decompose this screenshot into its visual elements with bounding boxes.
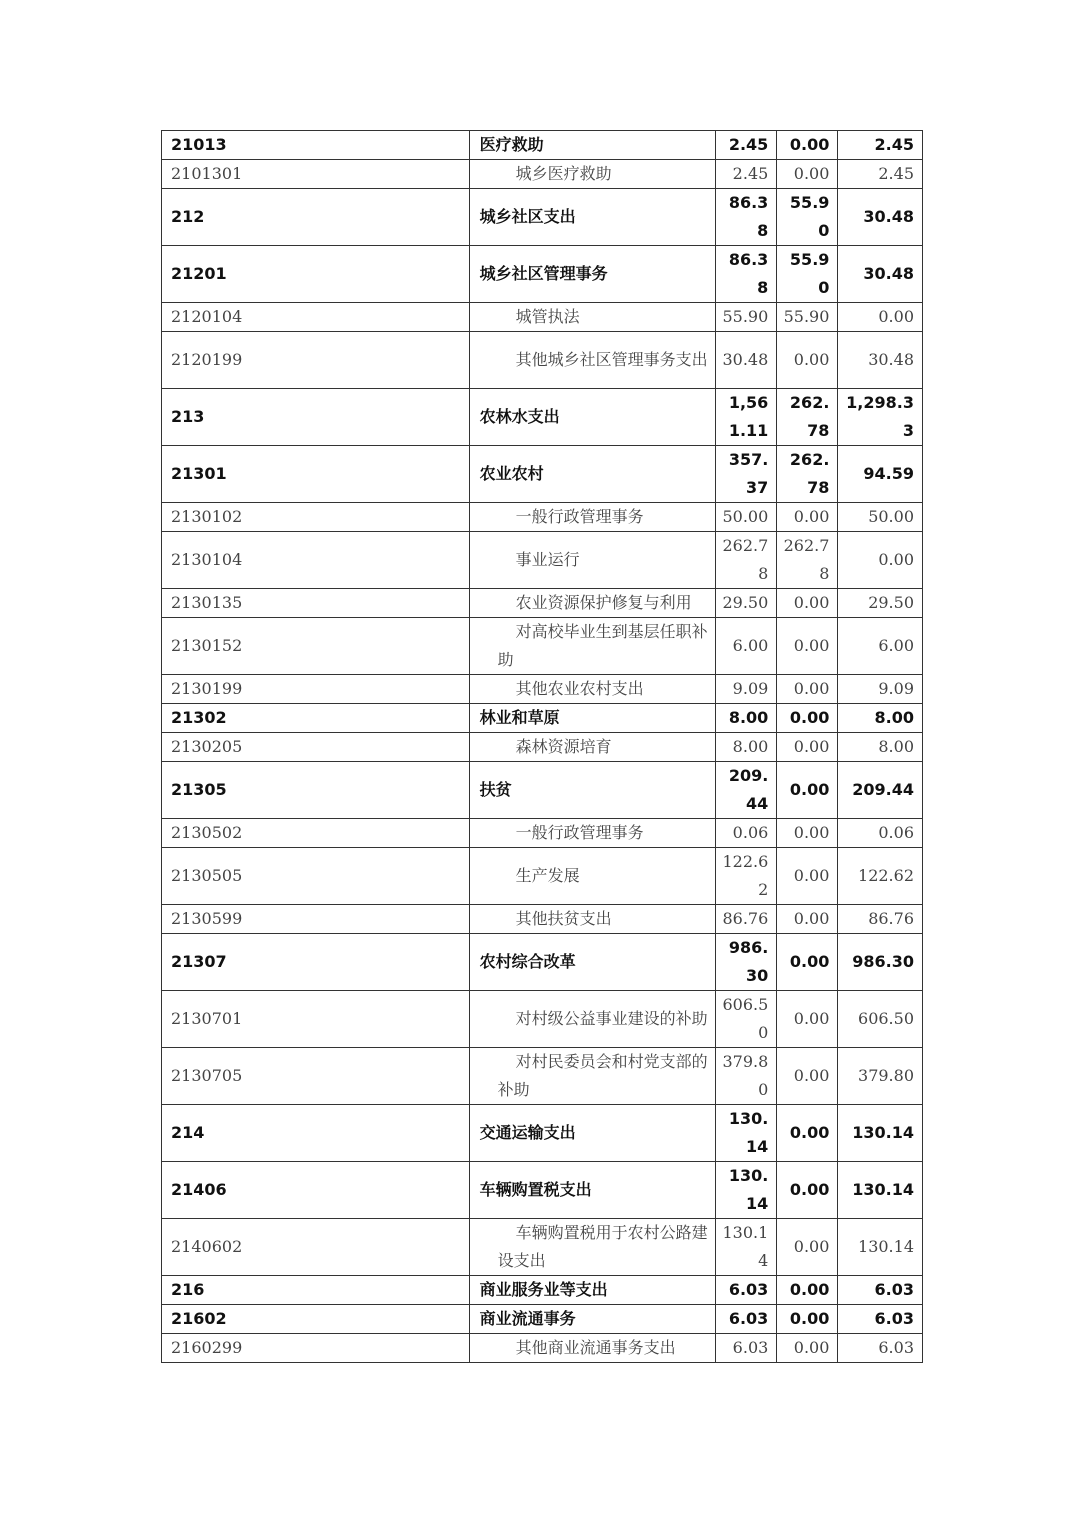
project-expenditure-cell: 130.14 <box>838 1219 923 1276</box>
account-code-cell: 21013 <box>162 131 470 160</box>
project-expenditure-cell: 94.59 <box>838 446 923 503</box>
total-amount-cell: 379.80 <box>716 1048 777 1105</box>
total-amount-cell: 55.90 <box>716 303 777 332</box>
account-name-cell <box>469 762 716 819</box>
basic-expenditure-cell: 262.78 <box>777 446 838 503</box>
account-code-cell: 214 <box>162 1105 470 1162</box>
account-name-cell <box>469 819 716 848</box>
table-row <box>162 704 923 733</box>
account-name-label: 农业农村 <box>479 464 544 483</box>
basic-expenditure-cell: 0.00 <box>777 1105 838 1162</box>
table-row <box>162 1105 923 1162</box>
account-name-cell <box>469 589 716 618</box>
total-amount-cell: 6.03 <box>716 1305 777 1334</box>
total-amount-cell: 6.03 <box>716 1334 777 1363</box>
account-name-cell <box>469 1276 716 1305</box>
basic-expenditure-cell: 55.90 <box>777 303 838 332</box>
table-row <box>162 131 923 160</box>
basic-expenditure-cell: 0.00 <box>777 848 838 905</box>
table-row <box>162 905 923 934</box>
table-row <box>162 991 923 1048</box>
total-amount-cell: 29.50 <box>716 589 777 618</box>
account-name-label: 商业服务业等支出 <box>479 1280 608 1299</box>
account-name-label: 其他农业农村支出 <box>515 679 644 698</box>
account-name-cell <box>469 1162 716 1219</box>
total-amount-cell: 8.00 <box>716 704 777 733</box>
project-expenditure-cell: 130.14 <box>838 1162 923 1219</box>
account-name-cell <box>469 1048 716 1105</box>
account-name-cell <box>469 704 716 733</box>
basic-expenditure-cell: 0.00 <box>777 1334 838 1363</box>
account-code-cell: 216 <box>162 1276 470 1305</box>
account-name-cell <box>469 303 716 332</box>
table-row <box>162 446 923 503</box>
account-name-cell <box>469 905 716 934</box>
total-amount-cell: 2.45 <box>716 160 777 189</box>
total-amount-cell: 6.03 <box>716 1276 777 1305</box>
total-amount-cell: 1,561.11 <box>716 389 777 446</box>
basic-expenditure-cell: 0.00 <box>777 934 838 991</box>
total-amount-cell: 6.00 <box>716 618 777 675</box>
account-code-cell: 213 <box>162 389 470 446</box>
project-expenditure-cell: 6.03 <box>838 1276 923 1305</box>
account-code-cell: 2120104 <box>162 303 470 332</box>
account-code-cell: 2120199 <box>162 332 470 389</box>
account-code-cell: 21406 <box>162 1162 470 1219</box>
account-name-cell <box>469 1219 716 1276</box>
basic-expenditure-cell: 0.00 <box>777 131 838 160</box>
project-expenditure-cell: 122.62 <box>838 848 923 905</box>
project-expenditure-cell: 6.03 <box>838 1334 923 1363</box>
project-expenditure-cell: 50.00 <box>838 503 923 532</box>
total-amount-cell: 30.48 <box>716 332 777 389</box>
account-name-label: 商业流通事务 <box>479 1309 576 1328</box>
account-name-cell <box>469 532 716 589</box>
account-name-label: 车辆购置税用于农村公路建设支出 <box>497 1223 708 1270</box>
table-row <box>162 819 923 848</box>
project-expenditure-cell: 2.45 <box>838 160 923 189</box>
basic-expenditure-cell: 0.00 <box>777 503 838 532</box>
basic-expenditure-cell: 262.78 <box>777 532 838 589</box>
table-row <box>162 733 923 762</box>
account-code-cell: 2160299 <box>162 1334 470 1363</box>
project-expenditure-cell: 606.50 <box>838 991 923 1048</box>
project-expenditure-cell: 29.50 <box>838 589 923 618</box>
account-name-label: 森林资源培育 <box>515 737 612 756</box>
project-expenditure-cell: 8.00 <box>838 704 923 733</box>
account-name-cell <box>469 1105 716 1162</box>
total-amount-cell: 86.38 <box>716 189 777 246</box>
account-code-cell: 2130102 <box>162 503 470 532</box>
table-row <box>162 589 923 618</box>
account-code-cell: 21602 <box>162 1305 470 1334</box>
total-amount-cell: 50.00 <box>716 503 777 532</box>
account-name-cell <box>469 934 716 991</box>
account-name-label: 一般行政管理事务 <box>515 823 644 842</box>
table-row <box>162 160 923 189</box>
basic-expenditure-cell: 0.00 <box>777 1219 838 1276</box>
project-expenditure-cell: 1,298.33 <box>838 389 923 446</box>
account-name-cell <box>469 160 716 189</box>
project-expenditure-cell: 209.44 <box>838 762 923 819</box>
project-expenditure-cell: 986.30 <box>838 934 923 991</box>
budget-expenditure-table <box>161 130 923 1363</box>
account-code-cell: 21307 <box>162 934 470 991</box>
total-amount-cell: 130.14 <box>716 1162 777 1219</box>
account-name-cell <box>469 131 716 160</box>
table-row <box>162 303 923 332</box>
account-name-label: 城乡医疗救助 <box>515 164 612 183</box>
project-expenditure-cell: 30.48 <box>838 332 923 389</box>
project-expenditure-cell: 30.48 <box>838 189 923 246</box>
account-name-cell <box>469 189 716 246</box>
project-expenditure-cell: 86.76 <box>838 905 923 934</box>
basic-expenditure-cell: 0.00 <box>777 618 838 675</box>
total-amount-cell: 357.37 <box>716 446 777 503</box>
account-name-label: 对高校毕业生到基层任职补助 <box>497 622 708 669</box>
project-expenditure-cell: 0.00 <box>838 303 923 332</box>
table-row <box>162 503 923 532</box>
account-code-cell: 2130705 <box>162 1048 470 1105</box>
account-code-cell: 2130199 <box>162 675 470 704</box>
project-expenditure-cell: 130.14 <box>838 1105 923 1162</box>
table-body <box>162 131 923 1363</box>
account-name-label: 城乡社区支出 <box>479 207 576 226</box>
account-name-label: 事业运行 <box>515 550 580 569</box>
basic-expenditure-cell: 0.00 <box>777 991 838 1048</box>
account-code-cell: 2130152 <box>162 618 470 675</box>
account-name-label: 扶贫 <box>479 780 512 799</box>
basic-expenditure-cell: 0.00 <box>777 819 838 848</box>
account-code-cell: 2130502 <box>162 819 470 848</box>
basic-expenditure-cell: 55.90 <box>777 246 838 303</box>
account-name-label: 车辆购置税支出 <box>479 1180 592 1199</box>
account-name-label: 其他商业流通事务支出 <box>515 1338 676 1357</box>
account-name-label: 农林水支出 <box>479 407 560 426</box>
table-row <box>162 1276 923 1305</box>
total-amount-cell: 2.45 <box>716 131 777 160</box>
account-code-cell: 2130701 <box>162 991 470 1048</box>
account-name-cell <box>469 1305 716 1334</box>
account-name-label: 林业和草原 <box>479 708 560 727</box>
basic-expenditure-cell: 0.00 <box>777 589 838 618</box>
project-expenditure-cell: 6.03 <box>838 1305 923 1334</box>
account-name-label: 城乡社区管理事务 <box>479 264 608 283</box>
account-name-cell <box>469 733 716 762</box>
table-row <box>162 1162 923 1219</box>
table-row <box>162 762 923 819</box>
total-amount-cell: 130.14 <box>716 1105 777 1162</box>
project-expenditure-cell: 9.09 <box>838 675 923 704</box>
account-code-cell: 21201 <box>162 246 470 303</box>
table-row <box>162 246 923 303</box>
account-name-cell <box>469 389 716 446</box>
total-amount-cell: 262.78 <box>716 532 777 589</box>
account-name-label: 生产发展 <box>515 866 580 885</box>
basic-expenditure-cell: 0.00 <box>777 1162 838 1219</box>
account-code-cell: 21302 <box>162 704 470 733</box>
table-row <box>162 934 923 991</box>
basic-expenditure-cell: 0.00 <box>777 733 838 762</box>
basic-expenditure-cell: 0.00 <box>777 704 838 733</box>
account-name-cell <box>469 503 716 532</box>
total-amount-cell: 606.50 <box>716 991 777 1048</box>
account-name-cell <box>469 446 716 503</box>
account-name-cell <box>469 332 716 389</box>
account-code-cell: 21305 <box>162 762 470 819</box>
table-row <box>162 389 923 446</box>
account-code-cell: 2130599 <box>162 905 470 934</box>
account-name-cell <box>469 1334 716 1363</box>
basic-expenditure-cell: 55.90 <box>777 189 838 246</box>
account-name-label: 医疗救助 <box>479 135 544 154</box>
total-amount-cell: 8.00 <box>716 733 777 762</box>
total-amount-cell: 0.06 <box>716 819 777 848</box>
account-code-cell: 212 <box>162 189 470 246</box>
account-name-cell <box>469 246 716 303</box>
table-row <box>162 675 923 704</box>
account-code-cell: 2101301 <box>162 160 470 189</box>
account-name-label: 其他城乡社区管理事务支出 <box>515 350 708 369</box>
account-name-label: 交通运输支出 <box>479 1123 576 1142</box>
basic-expenditure-cell: 0.00 <box>777 762 838 819</box>
basic-expenditure-cell: 0.00 <box>777 1048 838 1105</box>
total-amount-cell: 9.09 <box>716 675 777 704</box>
total-amount-cell: 86.38 <box>716 246 777 303</box>
basic-expenditure-cell: 0.00 <box>777 160 838 189</box>
total-amount-cell: 986.30 <box>716 934 777 991</box>
account-code-cell: 2130135 <box>162 589 470 618</box>
total-amount-cell: 130.14 <box>716 1219 777 1276</box>
account-name-label: 农村综合改革 <box>479 952 576 971</box>
basic-expenditure-cell: 0.00 <box>777 675 838 704</box>
table-row <box>162 618 923 675</box>
basic-expenditure-cell: 0.00 <box>777 1305 838 1334</box>
project-expenditure-cell: 8.00 <box>838 733 923 762</box>
table-row <box>162 1048 923 1105</box>
table-row <box>162 1219 923 1276</box>
account-name-label: 其他扶贫支出 <box>515 909 612 928</box>
basic-expenditure-cell: 262.78 <box>777 389 838 446</box>
account-code-cell: 2130104 <box>162 532 470 589</box>
basic-expenditure-cell: 0.00 <box>777 332 838 389</box>
project-expenditure-cell: 0.00 <box>838 532 923 589</box>
table-row <box>162 332 923 389</box>
account-code-cell: 2140602 <box>162 1219 470 1276</box>
account-name-label: 城管执法 <box>515 307 580 326</box>
table-row <box>162 848 923 905</box>
total-amount-cell: 209.44 <box>716 762 777 819</box>
account-name-label: 对村民委员会和村党支部的补助 <box>497 1052 708 1099</box>
basic-expenditure-cell: 0.00 <box>777 1276 838 1305</box>
project-expenditure-cell: 2.45 <box>838 131 923 160</box>
account-name-label: 一般行政管理事务 <box>515 507 644 526</box>
account-name-cell <box>469 675 716 704</box>
total-amount-cell: 122.62 <box>716 848 777 905</box>
total-amount-cell: 86.76 <box>716 905 777 934</box>
project-expenditure-cell: 6.00 <box>838 618 923 675</box>
account-code-cell: 2130505 <box>162 848 470 905</box>
account-code-cell: 21301 <box>162 446 470 503</box>
account-name-label: 农业资源保护修复与利用 <box>515 593 692 612</box>
table-row <box>162 189 923 246</box>
basic-expenditure-cell: 0.00 <box>777 905 838 934</box>
table-row <box>162 532 923 589</box>
account-name-label: 对村级公益事业建设的补助 <box>515 1009 708 1028</box>
table-row <box>162 1305 923 1334</box>
account-name-cell <box>469 991 716 1048</box>
project-expenditure-cell: 0.06 <box>838 819 923 848</box>
account-name-cell <box>469 848 716 905</box>
table-row <box>162 1334 923 1363</box>
project-expenditure-cell: 379.80 <box>838 1048 923 1105</box>
account-name-cell <box>469 618 716 675</box>
account-code-cell: 2130205 <box>162 733 470 762</box>
project-expenditure-cell: 30.48 <box>838 246 923 303</box>
